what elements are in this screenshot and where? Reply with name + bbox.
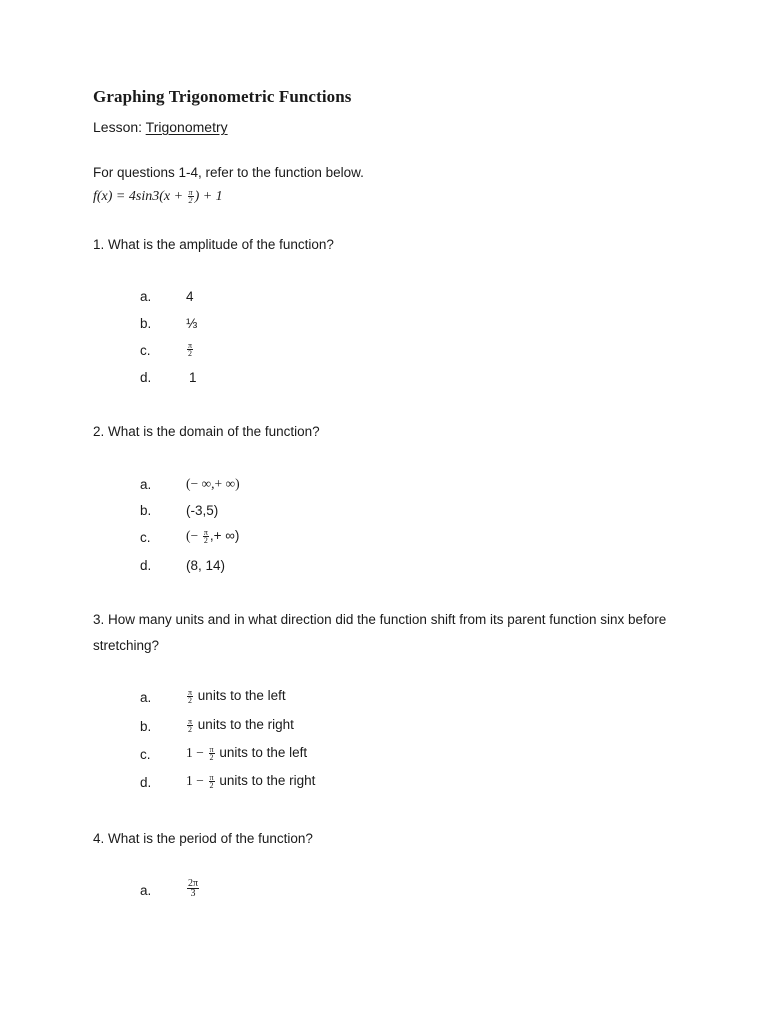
q1-option-a-letter[interactable]: a. <box>140 289 152 304</box>
document-title: Graphing Trigonometric Functions <box>93 87 352 106</box>
question-3: 3. How many units and in what direction did the function shift from its parent function sinx before stretching? <box>93 612 667 653</box>
question-1: 1. What is the amplitude of the function? <box>93 237 334 252</box>
q1-option-c-letter[interactable]: c. <box>140 343 151 358</box>
q4-option-a-letter[interactable]: a. <box>140 883 152 898</box>
q2-option-b-value: (-3,5) <box>186 503 219 518</box>
q3-option-c-letter[interactable]: c. <box>140 747 151 762</box>
q3-option-a-value: $\frac{\pi}{2}$ units to the left <box>188 687 286 705</box>
lesson-line <box>93 119 228 135</box>
q3-option-c-value: 1 − $\frac{\pi}{2}$ units to the left <box>186 744 308 762</box>
q2-option-a-letter[interactable]: a. <box>140 477 152 492</box>
intro-text: For questions 1-4, refer to the function below. <box>93 165 364 180</box>
q3-option-d-letter[interactable]: d. <box>140 775 152 790</box>
question-2: 2. What is the domain of the function? <box>93 424 320 439</box>
q3-option-b-letter[interactable]: b. <box>140 719 152 734</box>
q2-option-d-letter[interactable]: d. <box>140 558 152 573</box>
lesson-link[interactable]: Trigonometry <box>145 119 228 135</box>
q2-option-b-letter[interactable]: b. <box>140 503 152 518</box>
q1-option-c-value: $\frac{\pi}{2}$ <box>188 340 193 358</box>
question-4: 4. What is the period of the function? <box>93 831 313 846</box>
formula-text: f(x) = 4sin3(x + $\frac{\pi}{2}$ ) + 1 <box>93 188 223 206</box>
q2-option-a-value: (− ∞,+ ∞) <box>186 476 240 491</box>
q1-option-a-value: 4 <box>186 289 194 304</box>
q2-option-c-letter[interactable]: c. <box>140 530 151 545</box>
q1-option-d-letter[interactable]: d. <box>140 370 152 385</box>
q3-option-b-value: $\frac{\pi}{2}$ units to the right <box>188 716 294 734</box>
q3-option-d-value: 1 − $\frac{\pi}{2}$ units to the right <box>186 772 316 790</box>
q2-option-c-value: (− $\frac{\pi}{2}$ ,+ ∞) <box>186 527 240 545</box>
q3-option-a-letter[interactable]: a. <box>140 690 152 705</box>
q4-option-a-value: $\frac{2\pi}{3}$ <box>188 878 199 899</box>
q1-option-d-value: 1 <box>189 370 197 385</box>
q1-option-b-value: ⅓ <box>186 316 198 331</box>
function-formula <box>93 189 223 205</box>
q2-option-d-value: (8, 14) <box>186 558 226 573</box>
q1-option-b-letter[interactable]: b. <box>140 316 152 331</box>
lesson-label: Lesson: <box>93 119 146 135</box>
